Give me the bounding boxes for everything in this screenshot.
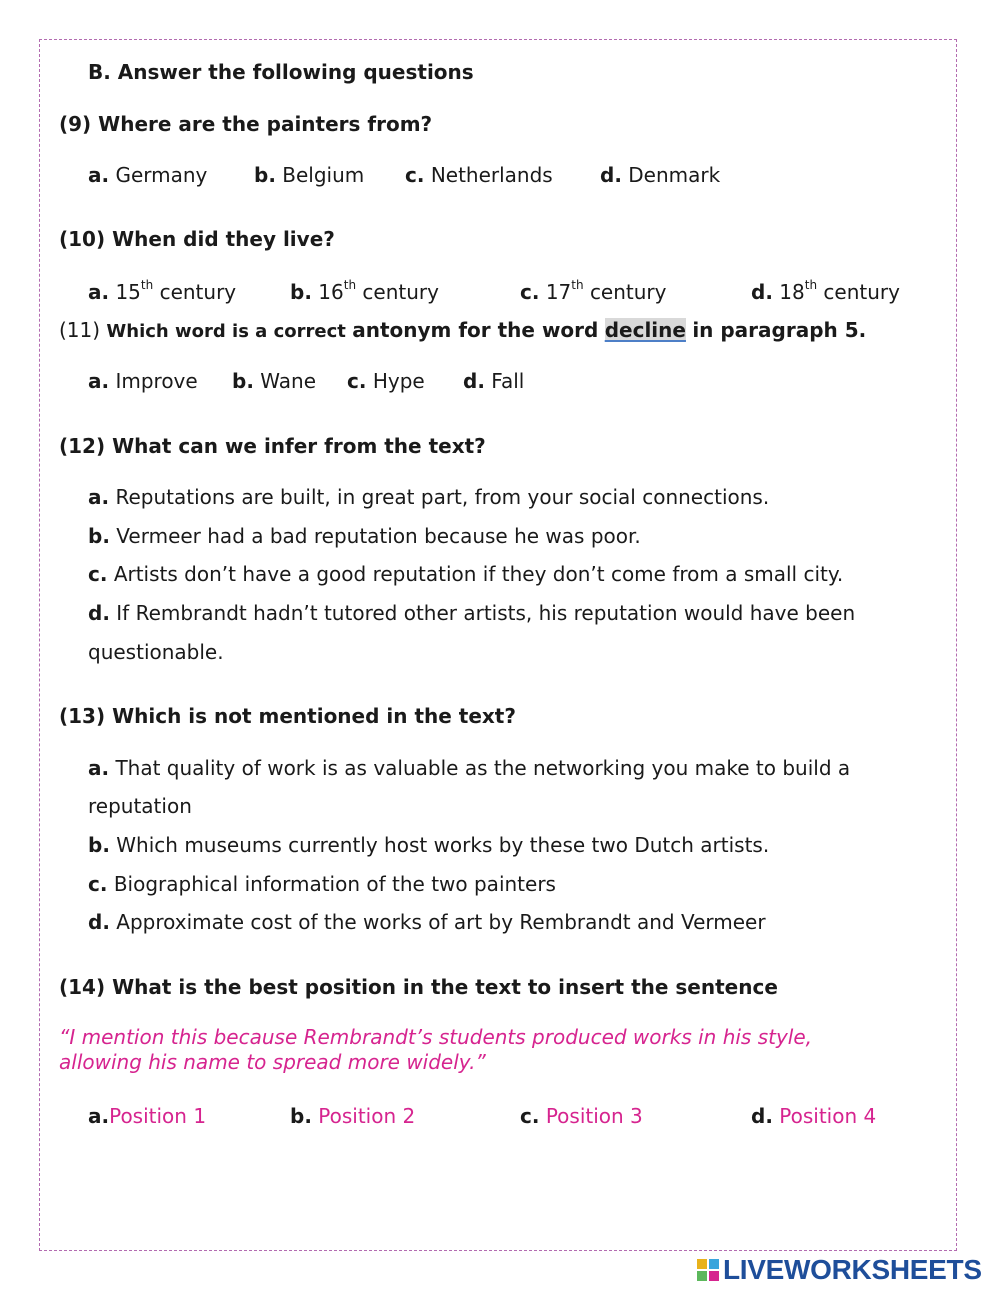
question-10: (10) When did they live? bbox=[59, 227, 335, 251]
question-14: (14) What is the best position in the text to insert the sentence bbox=[59, 975, 778, 999]
q10-option-a[interactable]: a. 15th century bbox=[88, 278, 237, 304]
q10-option-b[interactable]: b. 16th century bbox=[290, 278, 439, 304]
question-11-mid: antonym for the word bbox=[352, 318, 599, 342]
quote-line-2: allowing his name to spread more widely.” bbox=[59, 1050, 486, 1074]
highlighted-word: decline bbox=[604, 318, 686, 342]
q13-option-c[interactable]: c. Biographical information of the two painters bbox=[88, 872, 556, 896]
q11-option-c[interactable]: c. Hype bbox=[347, 369, 425, 393]
q13-option-b[interactable]: b. Which museums currently host works by these two Dutch artists. bbox=[88, 833, 770, 857]
q12-option-a[interactable]: a. Reputations are built, in great part, from your social connections. bbox=[88, 485, 770, 509]
q12-option-b[interactable]: b. Vermeer had a bad reputation because he was poor. bbox=[88, 524, 641, 548]
question-9: (9) Where are the painters from? bbox=[59, 112, 433, 136]
q12-option-d[interactable]: d. If Rembrandt hadn’t tutored other artists, his reputation would have been bbox=[88, 601, 856, 625]
q11-option-d[interactable]: d. Fall bbox=[463, 369, 525, 393]
q14-option-b[interactable]: b. Position 2 bbox=[290, 1104, 416, 1128]
q13-option-a[interactable]: a. That quality of work is as valuable as the networking you make to build a bbox=[88, 756, 851, 780]
q14-option-d[interactable]: d. Position 4 bbox=[751, 1104, 877, 1128]
logo-text: LIVEWORKSHEETS bbox=[723, 1254, 982, 1285]
question-12: (12) What can we infer from the text? bbox=[59, 434, 486, 458]
question-11-number: (11) bbox=[59, 318, 101, 342]
q10-option-c[interactable]: c. 17th century bbox=[520, 278, 667, 304]
question-13: (13) Which is not mentioned in the text? bbox=[59, 704, 516, 728]
q14-option-c[interactable]: c. Position 3 bbox=[520, 1104, 643, 1128]
q12-option-d-continuation: questionable. bbox=[88, 640, 224, 664]
section-title: B. Answer the following questions bbox=[88, 60, 474, 84]
liveworksheets-logo bbox=[697, 1255, 982, 1285]
q11-option-a[interactable]: a. Improve bbox=[88, 369, 198, 393]
q11-option-b[interactable]: b. Wane bbox=[232, 369, 317, 393]
q9-option-b[interactable]: b. Belgium bbox=[254, 163, 365, 187]
question-11 bbox=[59, 318, 866, 342]
q9-option-a[interactable]: a. Germany bbox=[88, 163, 208, 187]
q9-option-c[interactable]: c. Netherlands bbox=[405, 163, 553, 187]
logo-blocks-icon bbox=[697, 1259, 719, 1281]
question-11-post: in paragraph 5. bbox=[692, 318, 867, 342]
quote-line-1: “I mention this because Rembrandt’s students produced works in his style, bbox=[59, 1025, 813, 1049]
q13-option-d[interactable]: d. Approximate cost of the works of art by Rembrandt and Vermeer bbox=[88, 910, 766, 934]
q13-option-a-continuation: reputation bbox=[88, 794, 192, 818]
question-11-pre: Which word is a correct bbox=[106, 321, 346, 342]
q9-option-d[interactable]: d. Denmark bbox=[600, 163, 721, 187]
quoted-sentence bbox=[59, 1025, 919, 1075]
q10-option-d[interactable]: d. 18th century bbox=[751, 278, 900, 304]
q14-option-a[interactable]: a.Position 1 bbox=[88, 1104, 207, 1128]
q12-option-c[interactable]: c. Artists don’t have a good reputation if they don’t come from a small city. bbox=[88, 562, 844, 586]
